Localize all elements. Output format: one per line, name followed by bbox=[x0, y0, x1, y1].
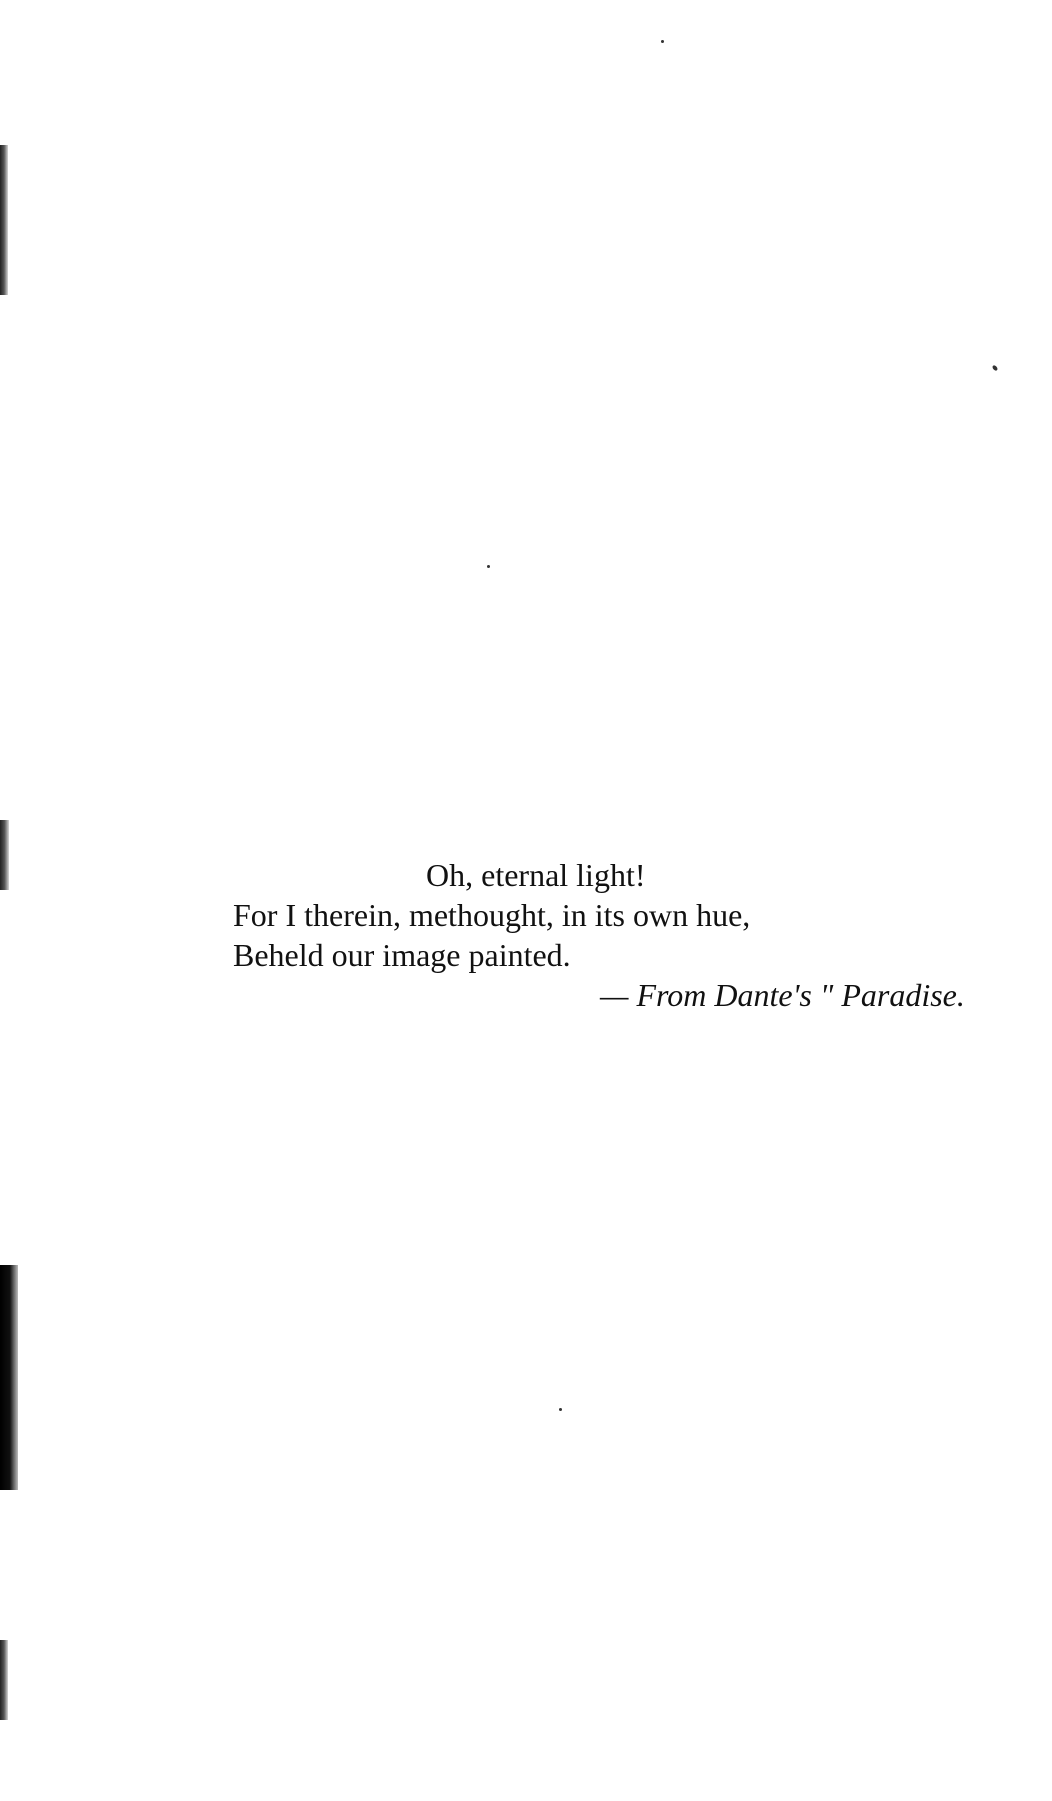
dust-speck bbox=[992, 364, 999, 371]
dust-speck bbox=[661, 40, 664, 43]
epigraph-attribution: — From Dante's " Paradise. bbox=[600, 977, 965, 1013]
scan-edge-mark bbox=[0, 145, 8, 295]
scan-edge-mark bbox=[0, 1640, 8, 1720]
epigraph-line: For I therein, methought, in its own hue, bbox=[233, 897, 751, 933]
scan-edge-mark bbox=[0, 820, 9, 890]
epigraph-line: Oh, eternal light! bbox=[426, 857, 646, 893]
epigraph-line: Beheld our image painted. bbox=[233, 937, 571, 973]
scan-edge-mark bbox=[0, 1265, 18, 1490]
dust-speck bbox=[559, 1408, 562, 1411]
dust-speck bbox=[487, 565, 490, 568]
